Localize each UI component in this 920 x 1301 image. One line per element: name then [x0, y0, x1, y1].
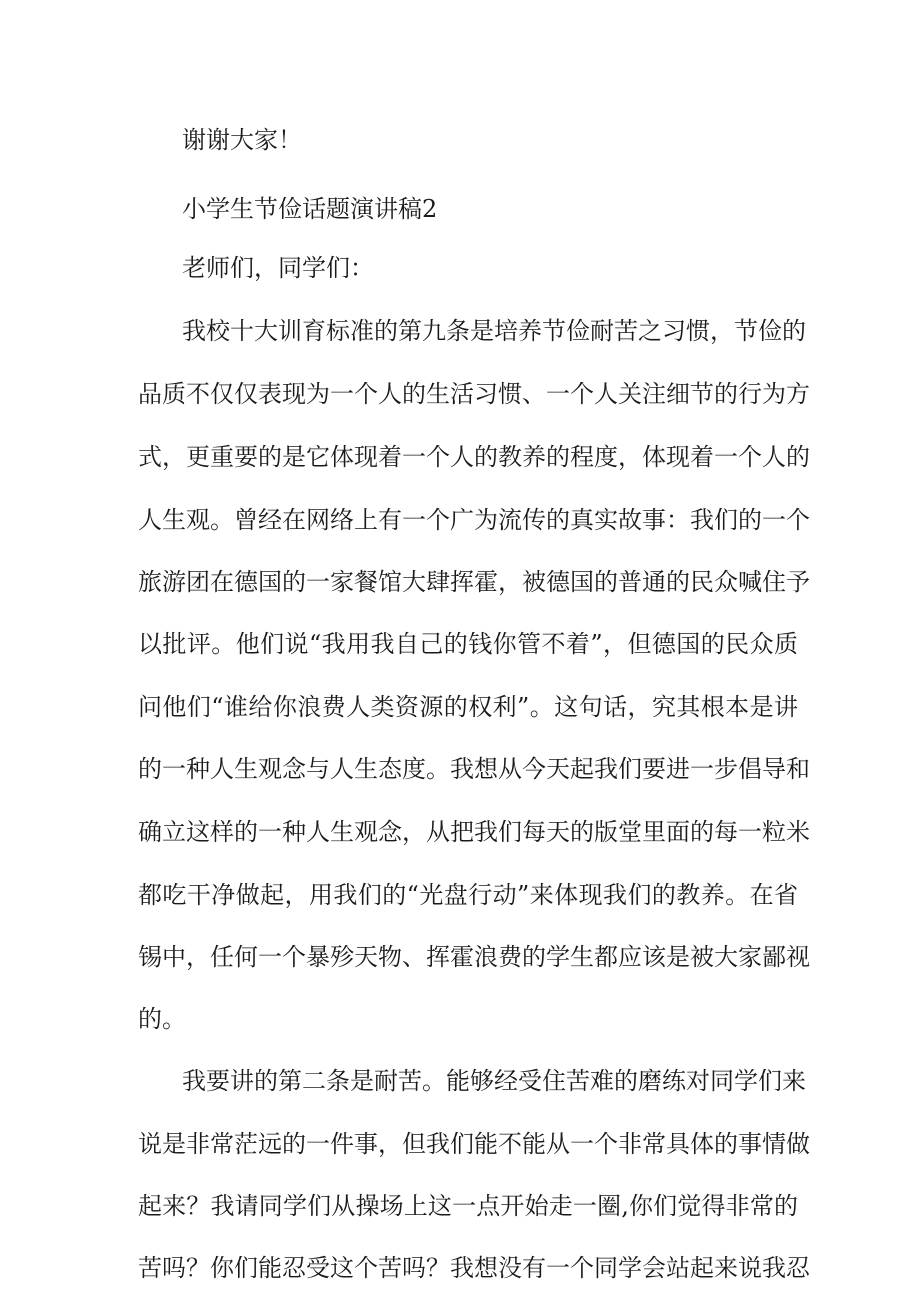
paragraph-2-line: 我要讲的第二条是耐苦。能够经受住苦难的磨练对同学们来 [182, 1067, 806, 1095]
paragraph-1-line: 人生观。曾经在网络上有一个广为流传的真实故事：我们的一个 [138, 506, 810, 534]
paragraph-1-line: 式，更重要的是它体现着一个人的教养的程度，体现着一个人的 [138, 443, 810, 471]
paragraph-1-line: 的一种人生观念与人生态度。我想从今天起我们要进一步倡导和 [138, 755, 810, 783]
salutation: 老师们，同学们： [182, 254, 374, 282]
paragraph-1-line: 品质不仅仅表现为一个人的生活习惯、一个人关注细节的行为方 [138, 380, 810, 408]
paragraph-1-line: 的。 [138, 1005, 186, 1033]
paragraph-1-line: 确立这样的一种人生观念，从把我们每天的版堂里面的每一粒米 [138, 818, 810, 846]
paragraph-1-line: 旅游团在德国的一家餐馆大肆挥霍，被德国的普通的民众喊住予 [138, 568, 810, 596]
paragraph-2-line: 苦吗？你们能忍受这个苦吗？我想没有一个同学会站起来说我忍 [138, 1254, 810, 1282]
paragraph-1-line: 以批评。他们说“我用我自己的钱你管不着”，但德国的民众质 [138, 630, 798, 658]
paragraph-2-line: 起来？我请同学们从操场上这一点开始走一圈,你们觉得非常的 [138, 1192, 798, 1220]
paragraph-1-line: 我校十大训育标准的第九条是培养节俭耐苦之习惯，节俭的 [182, 317, 806, 345]
paragraph-2-line: 说是非常茫远的一件事，但我们能不能从一个非常具体的事情做 [138, 1130, 810, 1158]
paragraph-1-line: 问他们“谁给你浪费人类资源的权利”。这句话，究其根本是讲 [138, 693, 798, 721]
paragraph-1-line: 锡中，任何一个暴殄天物、挥霍浪费的学生都应该是被大家鄙视 [138, 943, 810, 971]
paragraph-1-line: 都吃干净做起，用我们的“光盘行动”来体现我们的教养。在省 [138, 881, 798, 909]
speech-title: 小学生节俭话题演讲稿2 [182, 195, 438, 223]
closing-line: 谢谢大家！ [182, 126, 302, 154]
